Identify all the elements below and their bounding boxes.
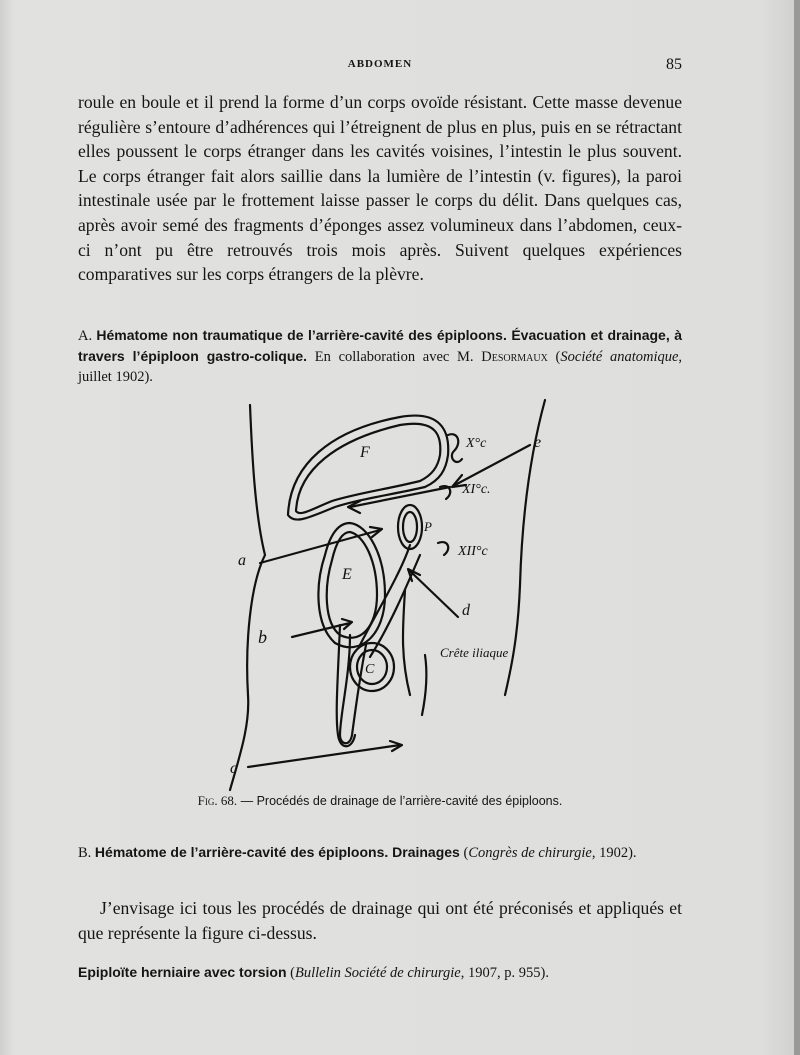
- entry-a-source-open: (: [555, 349, 561, 365]
- label-crete: Crête iliaque: [440, 645, 509, 660]
- label-e: e: [534, 434, 542, 451]
- entry-c-source-open: (: [290, 965, 295, 981]
- page-header: [78, 58, 682, 78]
- label-F: F: [360, 444, 370, 461]
- right-tube: [403, 590, 410, 695]
- body-outline-left: [230, 405, 265, 790]
- label-b: b: [258, 627, 267, 647]
- entry-a-title: Hématome non traumatique de l’arrière-cavité des épiploons. Évacuation et drainage, à travers l’épiploon gastro-colique.: [78, 327, 682, 364]
- label-P: P: [424, 519, 432, 534]
- entry-b-journal: Congrès de chirurgie: [468, 845, 592, 861]
- label-C: C: [365, 662, 375, 677]
- anatomical-figure: [200, 395, 590, 795]
- entry-b: [78, 842, 682, 863]
- page-number: 85: [666, 56, 682, 73]
- rib-x: [448, 434, 462, 462]
- pancreas-inner: [403, 512, 417, 542]
- entry-c-title: Epiploïte herniaire avec torsion: [78, 964, 287, 980]
- entry-c: [78, 962, 682, 983]
- iliac-crest-line: [422, 655, 426, 715]
- caption-text: — Procédés de drainage de l’arrière-cavité des épiploons.: [240, 794, 563, 808]
- entry-a: [78, 325, 682, 387]
- arrow-xic: [350, 487, 450, 507]
- entry-b-date: , 1902).: [591, 845, 637, 861]
- arrow-a: [260, 530, 380, 563]
- entry-a-date: , juillet 1902).: [78, 349, 683, 385]
- label-xc: X°c: [466, 436, 487, 451]
- entry-b-title: Hématome de l’arrière-cavité des épiploons. Drainages: [94, 844, 460, 860]
- label-d: d: [462, 602, 470, 619]
- entry-a-collaborator: Desormaux: [481, 349, 548, 365]
- rib-xii: [438, 542, 448, 555]
- figure-drawing: [200, 395, 590, 795]
- entry-b-label: B.: [78, 845, 92, 861]
- running-title: ABDOMEN: [347, 58, 413, 70]
- entry-b-source-open: (: [463, 845, 469, 861]
- label-E: E: [342, 566, 352, 583]
- label-c-low: c: [230, 760, 238, 777]
- entry-a-collab-prefix: En collaboration avec M.: [314, 349, 474, 365]
- arrow-c: [248, 745, 400, 767]
- label-xiic: XII°c: [458, 544, 488, 559]
- entry-c-date: , 1907, p. 955).: [460, 965, 549, 981]
- intro-paragraph: roule en boule et il prend la forme d’un corps ovoïde résistant. Cette masse devenue régulière s’entoure d’adhérences qui l’étreignent de plus en plus, puis en se rétractant elles poussent le corps étranger dans les cavités voisines, l’intestin le plus souvent. Le corps étranger fait alors saillie dans la lumière de l’intestin (v. figures), la paroi intestinale usée par le frottement laisse passer le corps du délit. Dans quelques cas, après avoir semé des fragments d’éponges assez volumineux dans l’abdomen, ceux-ci n’ont pu être retrouvés trois mois après. Suivent quelques expériences comparatives sur les corps étrangers de la plèvre.: [78, 92, 682, 285]
- entry-a-journal: Société anatomique: [560, 349, 679, 365]
- arrow-d: [410, 571, 458, 617]
- label-a: a: [238, 552, 246, 569]
- label-xic: XI°c.: [462, 482, 491, 497]
- figure-number: Fig. 68.: [197, 793, 238, 808]
- entry-a-label: A.: [78, 328, 93, 344]
- arrow-e: [455, 445, 530, 485]
- figure-caption: [78, 793, 682, 809]
- drainage-paragraph: J’envisage ici tous les procédés de drainage qui ont été préconisés et appliqués et que représente la figure ci-dessus.: [78, 898, 682, 943]
- entry-c-journal: Bullelin Société de chirurgie: [294, 965, 461, 981]
- page-edge-shadow: [794, 0, 800, 1055]
